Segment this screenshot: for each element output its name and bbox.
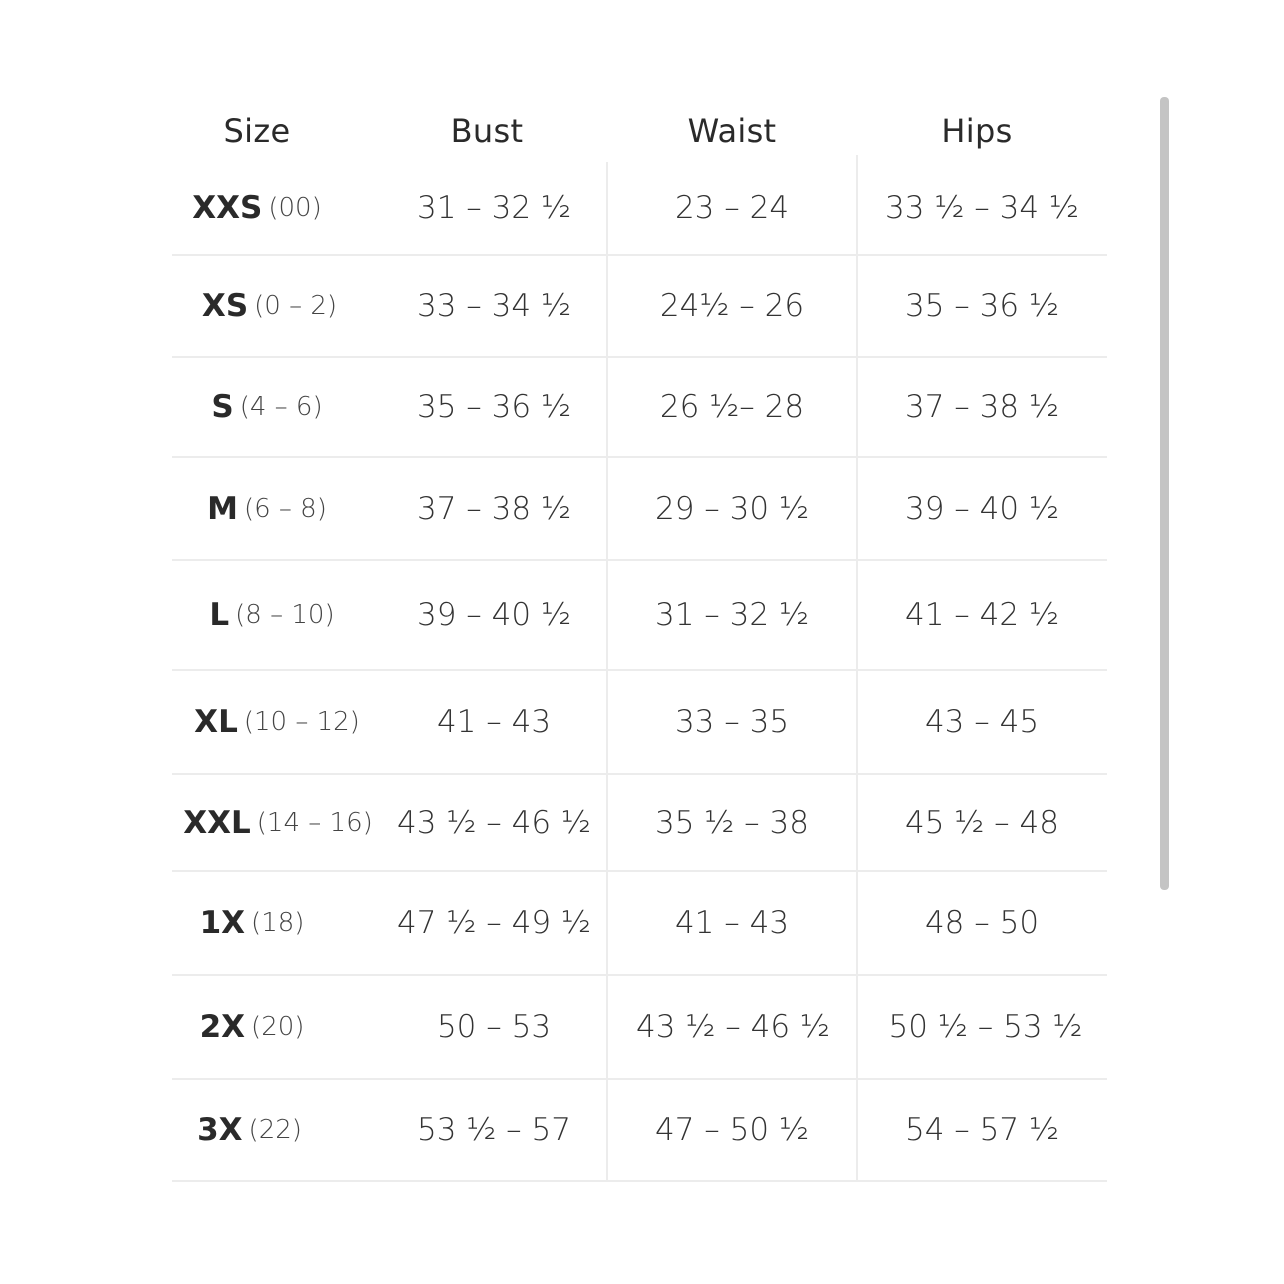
bust-cell: 47 ½ – 49 ½ bbox=[397, 905, 591, 941]
size-label: XXS bbox=[192, 190, 263, 226]
size-label: 2X bbox=[199, 1009, 246, 1045]
bust-cell: 43 ½ – 46 ½ bbox=[397, 804, 591, 841]
waist-cell: 33 – 35 bbox=[674, 704, 790, 740]
header-waist: Waist bbox=[687, 112, 777, 150]
table-row bbox=[172, 256, 1107, 358]
bust-cell: 53 ½ – 57 bbox=[416, 1112, 571, 1148]
size-chart bbox=[172, 100, 1107, 1182]
table-row bbox=[172, 976, 1107, 1080]
size-numeric: (20) bbox=[251, 1012, 305, 1042]
bust-cell: 50 – 53 bbox=[436, 1009, 552, 1045]
size-numeric: (6 – 8) bbox=[243, 493, 327, 524]
waist-cell: 35 ½ – 38 bbox=[654, 804, 809, 841]
waist-cell: 31 – 32 ½ bbox=[654, 597, 809, 633]
table-row bbox=[172, 872, 1107, 976]
bust-cell: 41 – 43 bbox=[436, 704, 552, 740]
table-row bbox=[172, 458, 1107, 561]
hips-cell: 33 ½ – 34 ½ bbox=[885, 190, 1079, 226]
size-label: 1X bbox=[199, 905, 246, 941]
bust-cell: 33 – 34 ½ bbox=[416, 288, 571, 324]
hips-cell: 35 – 36 ½ bbox=[904, 288, 1059, 324]
size-cell bbox=[172, 256, 367, 356]
size-numeric: (00) bbox=[268, 193, 322, 223]
waist-cell: 43 ½ – 46 ½ bbox=[636, 1009, 830, 1045]
hips-cell: 45 ½ – 48 bbox=[904, 804, 1059, 841]
scrollbar-thumb[interactable] bbox=[1160, 97, 1169, 890]
hips-cell: 54 – 57 ½ bbox=[904, 1112, 1059, 1148]
hips-cell: 48 – 50 bbox=[924, 905, 1040, 941]
size-label: XXL bbox=[183, 804, 251, 841]
size-cell bbox=[172, 775, 384, 870]
size-cell bbox=[172, 671, 382, 773]
waist-cell: 29 – 30 ½ bbox=[654, 490, 809, 527]
size-numeric: (0 – 2) bbox=[254, 291, 338, 321]
waist-cell: 41 – 43 bbox=[674, 905, 790, 941]
size-cell bbox=[172, 162, 342, 254]
header-size: Size bbox=[223, 112, 291, 150]
table-row bbox=[172, 671, 1107, 775]
bust-cell: 35 – 36 ½ bbox=[416, 389, 571, 425]
size-numeric: (22) bbox=[248, 1115, 302, 1145]
header-hips: Hips bbox=[941, 112, 1013, 150]
size-cell bbox=[172, 458, 362, 559]
bust-cell: 37 – 38 ½ bbox=[416, 490, 571, 527]
bust-cell: 31 – 32 ½ bbox=[416, 190, 571, 226]
size-numeric: (4 – 6) bbox=[239, 392, 323, 422]
table-row bbox=[172, 358, 1107, 458]
size-cell bbox=[172, 872, 332, 974]
table-row bbox=[172, 775, 1107, 872]
size-label: L bbox=[209, 597, 230, 633]
size-numeric: (18) bbox=[251, 908, 305, 938]
size-cell bbox=[172, 976, 332, 1078]
size-numeric: (10 – 12) bbox=[243, 707, 360, 737]
waist-cell: 47 – 50 ½ bbox=[654, 1112, 809, 1148]
size-cell bbox=[172, 358, 362, 456]
size-cell bbox=[172, 1080, 327, 1180]
size-label: M bbox=[207, 490, 238, 527]
table-row bbox=[172, 561, 1107, 671]
size-numeric: (8 – 10) bbox=[235, 600, 335, 630]
hips-cell: 50 ½ – 53 ½ bbox=[888, 1009, 1083, 1045]
waist-cell: 24½ – 26 bbox=[659, 288, 805, 324]
size-label: 3X bbox=[197, 1112, 243, 1148]
table-row bbox=[172, 1080, 1107, 1182]
size-label: S bbox=[211, 389, 234, 425]
size-cell bbox=[172, 561, 372, 669]
hips-cell: 41 – 42 ½ bbox=[904, 597, 1059, 633]
header-bust: Bust bbox=[450, 112, 524, 150]
hips-cell: 39 – 40 ½ bbox=[904, 490, 1059, 527]
hips-cell: 37 – 38 ½ bbox=[904, 389, 1059, 425]
waist-cell: 23 – 24 bbox=[674, 190, 790, 226]
size-numeric: (14 – 16) bbox=[256, 807, 373, 838]
bust-cell: 39 – 40 ½ bbox=[416, 597, 571, 633]
waist-cell: 26 ½– 28 bbox=[659, 389, 805, 425]
size-label: XS bbox=[201, 288, 249, 324]
size-label: XL bbox=[194, 704, 238, 740]
hips-cell: 43 – 45 bbox=[924, 704, 1040, 740]
table-row bbox=[172, 162, 1107, 256]
